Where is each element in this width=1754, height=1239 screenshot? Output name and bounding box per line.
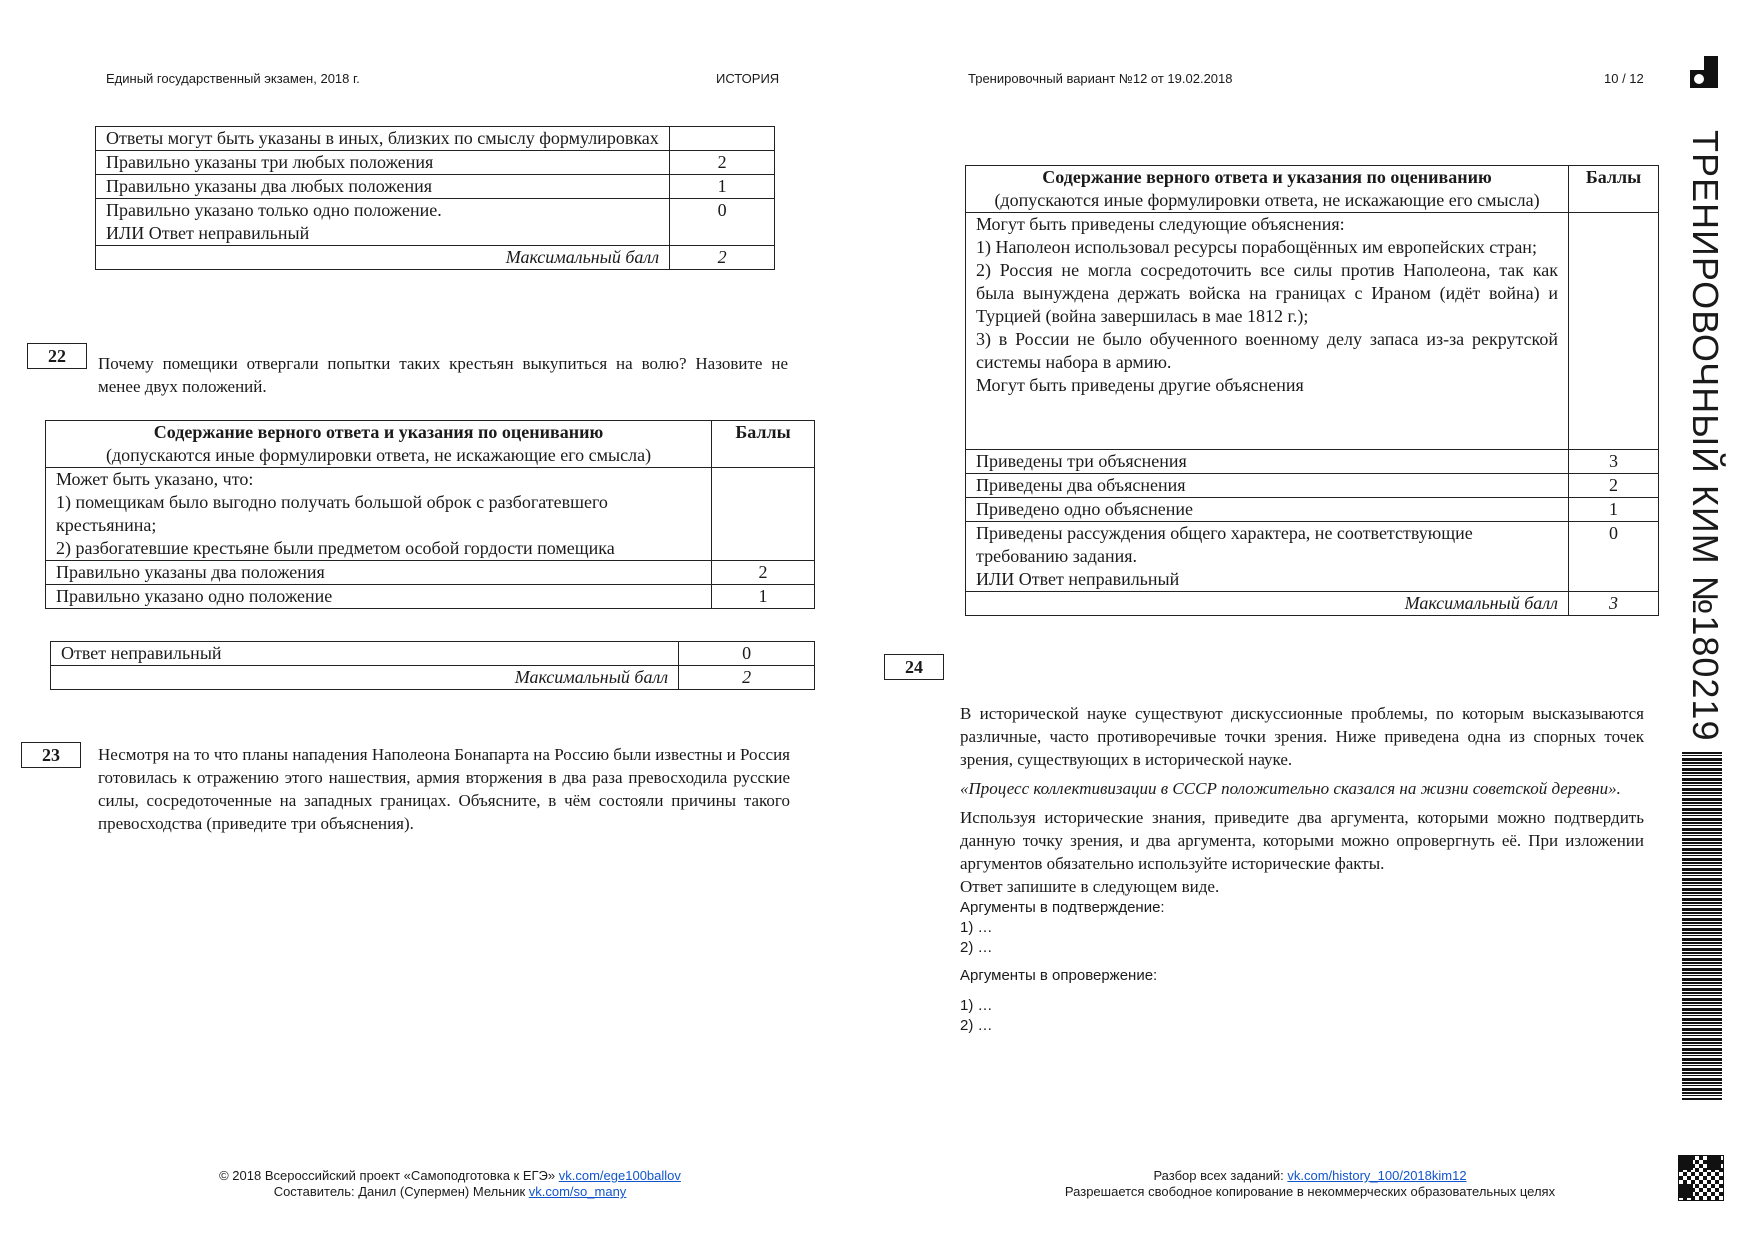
content-line: Могут быть приведены следующие объяснения:	[976, 214, 1345, 234]
content-line: 3) в России не было обученного военному делу запаса из-за рекрутской системы набора в армию.	[976, 329, 1559, 372]
header-title: Содержание верного ответа и указания по оцениванию	[1042, 167, 1492, 187]
question-24-quote: «Процесс коллективизации в СССР положительно сказался на жизни советской деревни».	[960, 779, 1621, 798]
max-score-value: 2	[670, 246, 775, 270]
footer-link-ege100ballov[interactable]: vk.com/ege100ballov	[558, 1168, 681, 1183]
content-row	[46, 468, 815, 561]
scoring-table-23	[965, 165, 1659, 616]
max-score-row	[96, 246, 775, 270]
row-text: Приведено одно объяснение	[966, 498, 1569, 522]
max-score-label: Максимальный балл	[96, 246, 670, 270]
footer-link-analysis[interactable]: vk.com/history_100/2018kim12	[1287, 1168, 1467, 1183]
table-row	[46, 585, 815, 609]
max-score-row	[51, 666, 815, 690]
row-points: 0	[670, 199, 775, 246]
row-text-line: ИЛИ Ответ неправильный	[106, 223, 310, 243]
footer-project-text: © 2018 Всероссийский проект «Самоподготовка к ЕГЭ»	[219, 1168, 556, 1183]
max-score-row	[966, 592, 1659, 616]
row-text: Правильно указаны два любых положения	[96, 175, 670, 199]
content-line: 1) помещикам было выгодно получать большой оброк с разбогатевшего крестьянина;	[56, 492, 608, 535]
row-text-line: Правильно указано только одно положение.	[106, 200, 442, 220]
row-text	[966, 522, 1569, 592]
header-subtitle: (допускаются иные формулировки ответа, не искажающие его смысла)	[105, 445, 652, 465]
table-row	[46, 561, 815, 585]
barcode-icon	[1682, 752, 1722, 1100]
row-text-line: ИЛИ Ответ неправильный	[976, 569, 1180, 589]
row-points: 1	[712, 585, 815, 609]
row-text: Ответы могут быть указаны в иных, близких по смыслу формулировках	[96, 127, 670, 151]
max-score-label: Максимальный балл	[51, 666, 679, 690]
row-text: Правильно указаны два положения	[46, 561, 712, 585]
row-text: Правильно указано одно положение	[46, 585, 712, 609]
answer-content	[46, 468, 712, 561]
content-line: 2) Россия не могла сосредоточить все силы против Наполеона, так как была вынуждена держать войска на границах с Ираном (идёт война) и Турцией (война завершилась в мае 1812 г.);	[976, 260, 1559, 326]
row-points: 1	[1569, 498, 1659, 522]
table-row	[51, 642, 815, 666]
refute-item: 1) …	[960, 997, 993, 1014]
refute-item: 2) …	[960, 1017, 993, 1034]
row-points: 2	[1569, 474, 1659, 498]
scoring-table-22	[45, 420, 815, 609]
content-line: 2) разбогатевшие крестьяне были предметом особой гордости помещика	[56, 538, 615, 558]
question-number-24: 24	[884, 654, 944, 680]
confirm-label: Аргументы в подтверждение:	[960, 899, 1165, 916]
header-points: Баллы	[712, 421, 815, 468]
max-score-value: 3	[1569, 592, 1659, 616]
subject-title: ИСТОРИЯ	[716, 71, 780, 86]
max-score-label: Максимальный балл	[966, 592, 1569, 616]
max-score-value: 2	[679, 666, 815, 690]
table-row	[96, 175, 775, 199]
corner-marker-icon	[1690, 56, 1718, 88]
scoring-table-21	[95, 126, 775, 270]
confirm-item: 1) …	[960, 919, 993, 936]
row-text: Ответ неправильный	[51, 642, 679, 666]
footer-left	[140, 1168, 760, 1200]
row-points: 1	[670, 175, 775, 199]
table-row	[966, 498, 1659, 522]
question-22-text: Почему помещики отвергали попытки таких крестьян выкупиться на волю? Назовите не менее двух положений.	[98, 354, 788, 396]
content-line: Может быть указано, что:	[56, 469, 254, 489]
row-points: 0	[679, 642, 815, 666]
question-24-body	[960, 702, 1644, 1036]
answer-content	[966, 213, 1569, 450]
row-points: 3	[1569, 450, 1659, 474]
qr-code-icon	[1678, 1155, 1724, 1201]
page-number: 10 / 12	[1604, 71, 1644, 86]
row-points: 0	[1569, 522, 1659, 592]
header-content	[966, 166, 1569, 213]
table-row	[96, 151, 775, 175]
vertical-kim-title: ТРЕНИРОВОЧНЫЙ КИМ №180219	[1685, 130, 1726, 742]
table-row	[96, 127, 775, 151]
footer-author-text: Составитель: Данил (Супермен) Мельник	[273, 1184, 526, 1199]
row-text: Приведены два объяснения	[966, 474, 1569, 498]
question-24-format: Ответ запишите в следующем виде.	[960, 877, 1220, 896]
row-points: 2	[670, 151, 775, 175]
header-subtitle: (допускаются иные формулировки ответа, не искажающие его смысла)	[994, 190, 1540, 210]
footer-right	[990, 1168, 1630, 1200]
table-header-row	[966, 166, 1659, 213]
row-text-line: Приведены рассуждения общего характера, не соответствующие требованию задания.	[976, 523, 1473, 566]
table-row	[966, 474, 1659, 498]
row-points: 2	[712, 561, 815, 585]
confirm-item: 2) …	[960, 939, 993, 956]
header-points: Баллы	[1569, 166, 1659, 213]
refute-label: Аргументы в опровержение:	[960, 967, 1158, 984]
row-text: Правильно указаны три любых положения	[96, 151, 670, 175]
footer-link-so-many[interactable]: vk.com/so_many	[528, 1184, 627, 1199]
question-24-task: Используя исторические знания, приведите два аргумента, которыми можно подтвердить данную точку зрения, и два аргумента, которыми можно опровергнуть её. При изложении аргументов обязательно используйте исторические факты.	[960, 808, 1644, 873]
exam-header-left: Единый государственный экзамен, 2018 г.	[106, 71, 360, 86]
row-text	[96, 199, 670, 246]
header-title: Содержание верного ответа и указания по оцениванию	[153, 422, 604, 442]
question-24-intro: В исторической науке существуют дискуссионные проблемы, по которым высказываются различные, часто противоречивые точки зрения. Ниже приведена одна из спорных точек зрения, существующих в исторической науке.	[960, 704, 1644, 769]
header-content	[46, 421, 712, 468]
content-row	[966, 213, 1659, 450]
row-points	[670, 127, 775, 151]
question-number-22: 22	[27, 343, 87, 369]
footer-analysis-text: Разбор всех заданий:	[1153, 1168, 1284, 1183]
question-23-text: Несмотря на то что планы нападения Наполеона Бонапарта на Россию были известны и Россия готовилась к отражению этого нашествия, армия вторжения в два раза превосходила русские силы, сосредоточенные на западных границах. Объясните, в чём состояли причины такого превосходства (приведите три объяснения).	[98, 745, 790, 833]
content-line: 1) Наполеон использовал ресурсы порабощённых им европейских стран;	[976, 237, 1537, 257]
table-row	[966, 522, 1659, 592]
footer-copyright-note: Разрешается свободное копирование в некоммерческих образовательных целях	[1064, 1184, 1556, 1199]
scoring-table-22-tail	[50, 641, 815, 690]
row-text: Приведены три объяснения	[966, 450, 1569, 474]
question-number-23: 23	[21, 742, 81, 768]
table-row	[96, 199, 775, 246]
table-header-row	[46, 421, 815, 468]
content-line: Могут быть приведены другие объяснения	[976, 375, 1304, 395]
table-row	[966, 450, 1659, 474]
variant-title: Тренировочный вариант №12 от 19.02.2018	[968, 71, 1233, 86]
